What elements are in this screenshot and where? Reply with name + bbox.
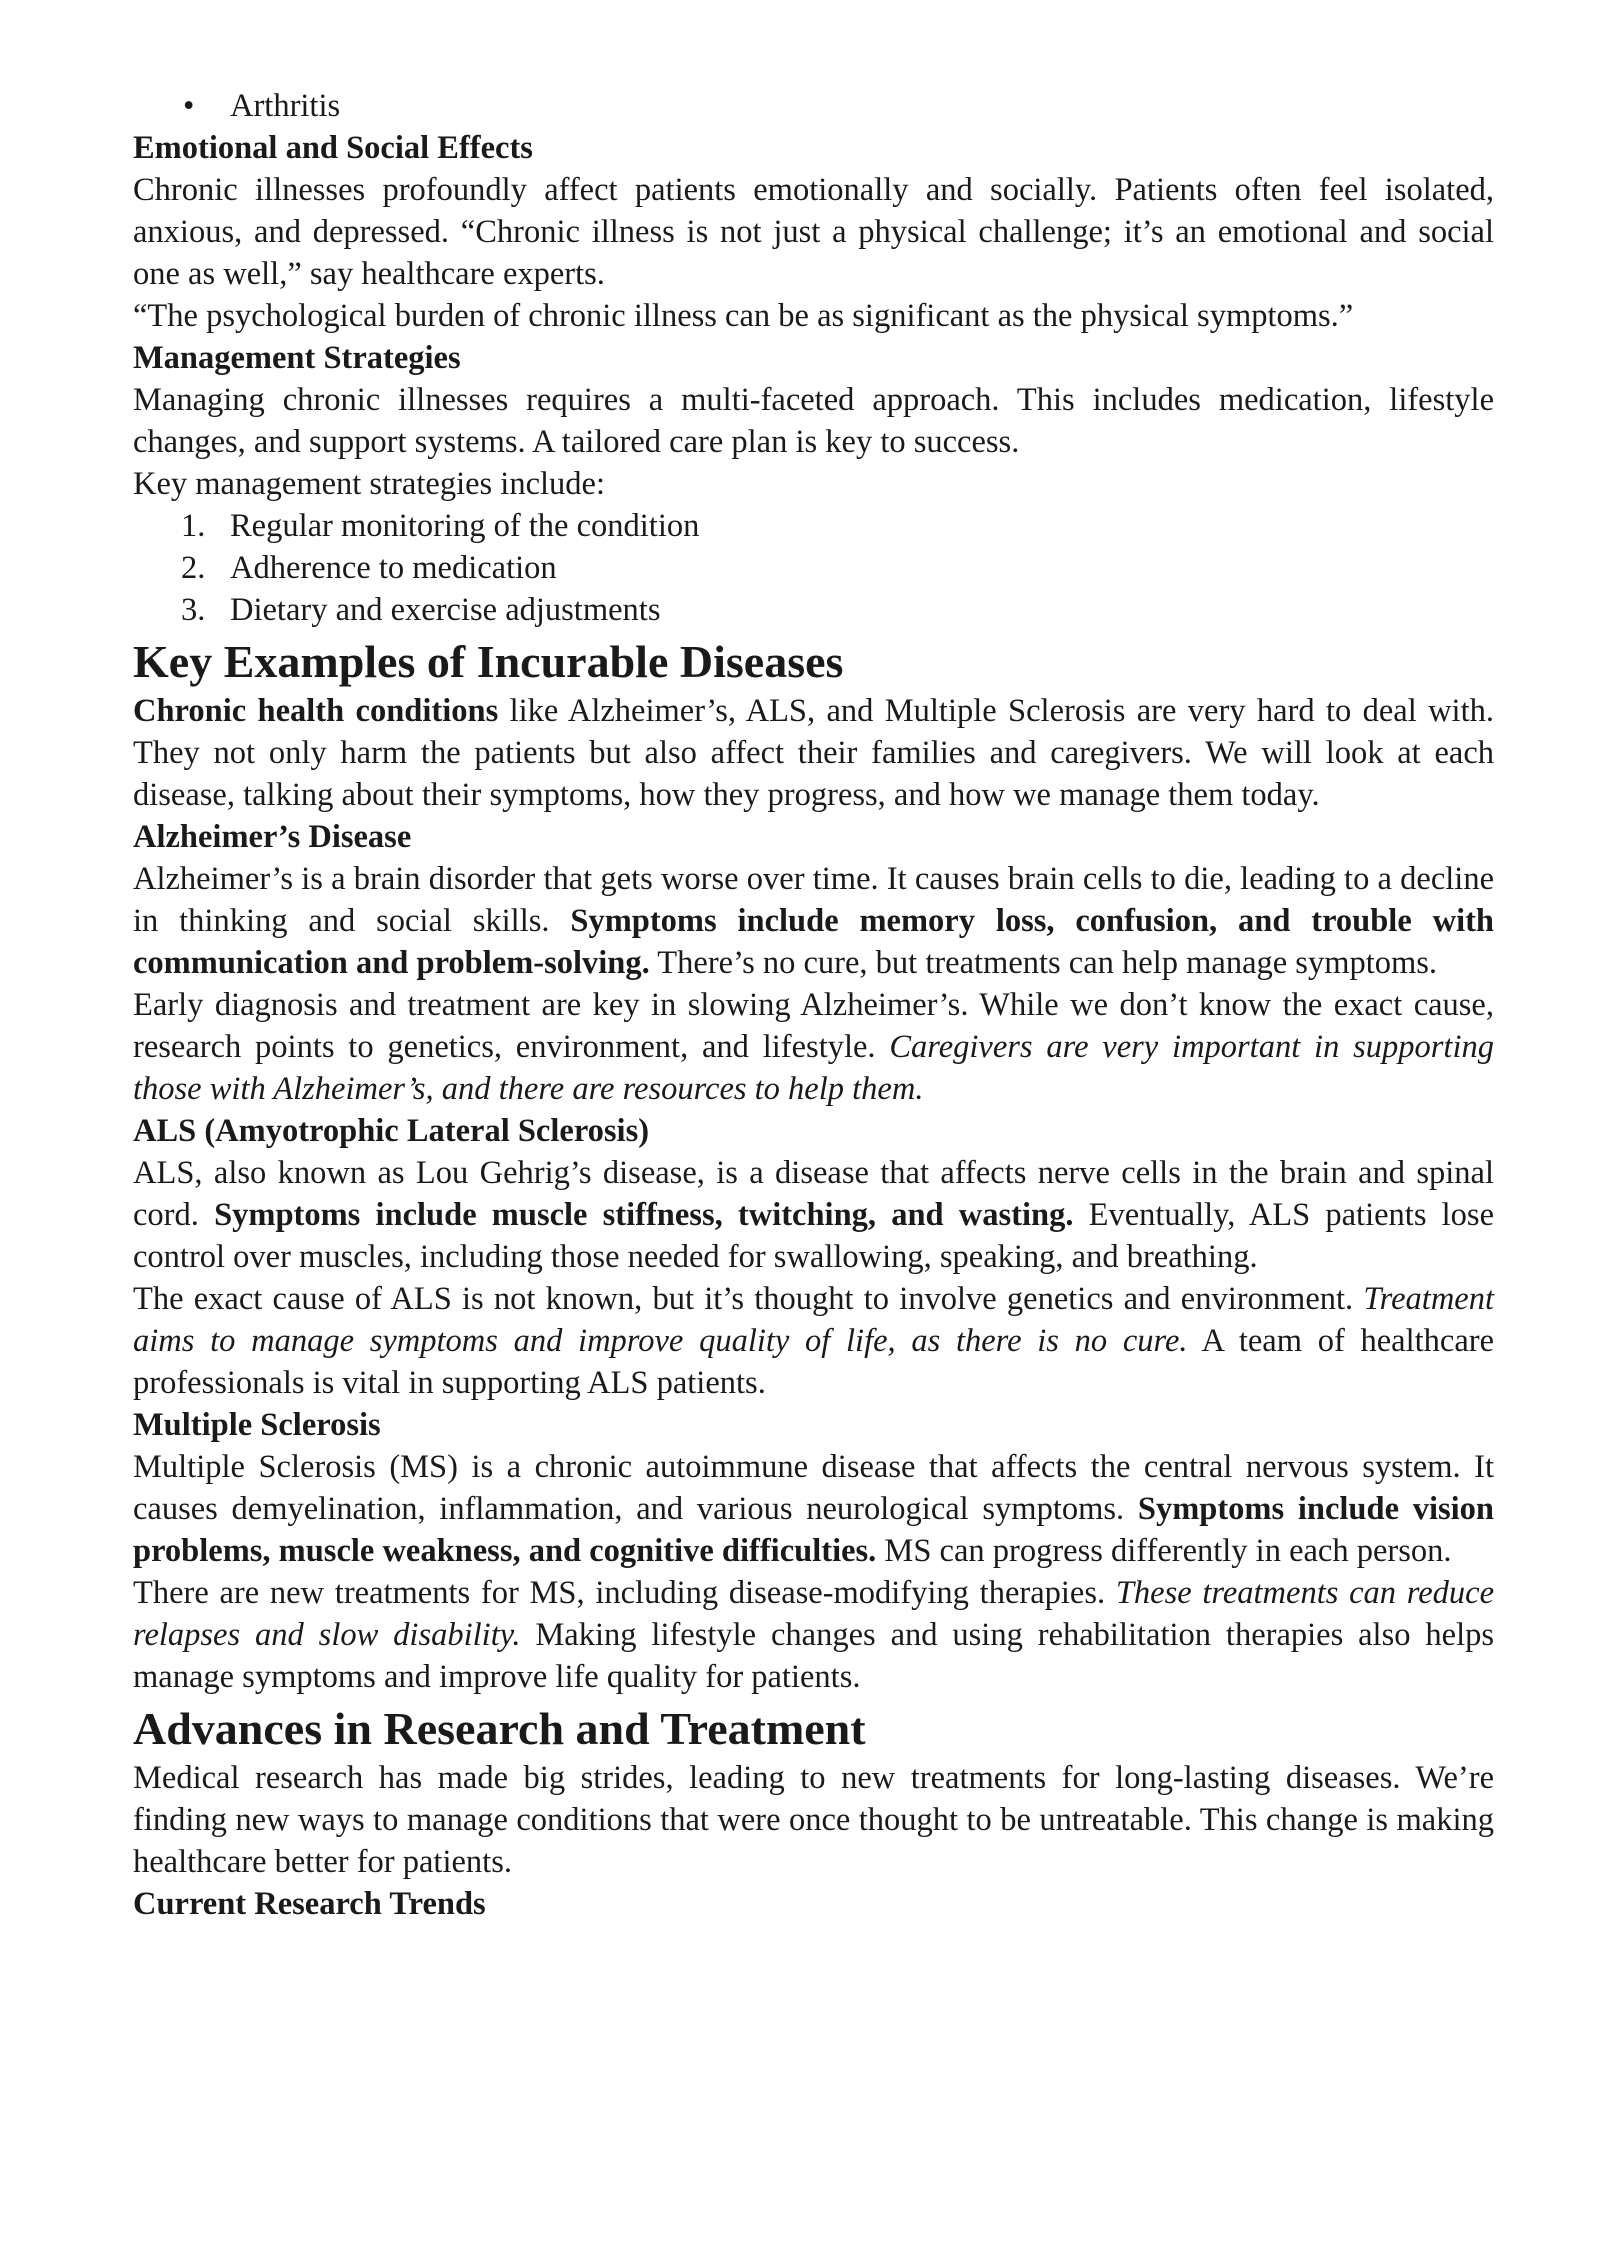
ms-text: Making lifestyle changes and using rehabilitation therapies also helps manage symptoms and improve life quality for patients. <box>133 1617 1494 1695</box>
als-heading: ALS (Amyotrophic Lateral Sclerosis) <box>133 1113 650 1149</box>
list-text: Adherence to medication <box>230 550 557 586</box>
management-intro: Key management strategies include: <box>133 466 605 502</box>
key-examples-bold: Chronic health conditions <box>133 693 499 729</box>
ms-heading: Multiple Sclerosis <box>133 1407 381 1443</box>
ms-treatments: These treatments can reduce relapses and slow disability. <box>133 1575 1494 1653</box>
key-examples-heading: Key Examples of Incurable Diseases <box>133 636 844 687</box>
ms-text: Multiple Sclerosis (MS) is a chronic autoimmune disease that affects the central nervous system. It causes demyelination, inflammation, and various neurological symptoms. <box>133 1449 1494 1527</box>
list-number: 2. <box>181 550 206 586</box>
advances-paragraph: Medical research has made big strides, leading to new treatments for long-lasting diseases. We’re finding new ways to manage conditions that were once thought to be untreatable. This change is making healthcare better for patients. <box>133 1760 1494 1880</box>
management-list <box>133 505 1494 631</box>
bullet-item: • Arthritis <box>133 85 1494 127</box>
management-paragraph: Managing chronic illnesses requires a multi-faceted approach. This includes medication, lifestyle changes, and support systems. A tailored care plan is key to success. <box>133 382 1494 460</box>
als-text: ALS, also known as Lou Gehrig’s disease, is a disease that affects nerve cells in the brain and spinal cord. <box>133 1155 1494 1233</box>
alzheimers-paragraph-2 <box>133 984 1494 1110</box>
list-number: 1. <box>181 508 206 544</box>
key-examples-paragraph <box>133 690 1494 816</box>
als-treatment: Treatment aims to manage symptoms and improve quality of life, as there is no cure. <box>133 1281 1494 1359</box>
list-text: Regular monitoring of the condition <box>230 508 700 544</box>
als-symptoms: Symptoms include muscle stiffness, twitching, and wasting. <box>214 1197 1074 1233</box>
bullet-list <box>133 85 1494 127</box>
emotional-paragraph-1: Chronic illnesses profoundly affect patients emotionally and socially. Patients often feel isolated, anxious, and depressed. “Chronic illness is not just a physical challenge; it’s an emotional and social one as well,” say healthcare experts. <box>133 172 1494 292</box>
management-list-item <box>133 589 1494 631</box>
ms-symptoms: Symptoms include vision problems, muscle weakness, and cognitive difficulties. <box>133 1491 1494 1569</box>
alzheimers-text: There’s no cure, but treatments can help manage symptoms. <box>649 945 1438 981</box>
als-paragraph-1 <box>133 1152 1494 1278</box>
als-paragraph-2 <box>133 1278 1494 1404</box>
alzheimers-symptoms: Symptoms include memory loss, confusion, and trouble with communication and problem-solving. <box>133 903 1495 981</box>
alzheimers-paragraph-1 <box>133 858 1494 984</box>
list-text: Dietary and exercise adjustments <box>230 592 661 628</box>
alzheimers-caregivers: Caregivers are very important in supporting those with Alzheimer’s, and there are resources to help them. <box>133 1029 1494 1107</box>
management-list-item <box>133 547 1494 589</box>
alzheimers-text: Alzheimer’s is a brain disorder that gets worse over time. It causes brain cells to die, leading to a decline in thinking and social skills. <box>133 861 1494 939</box>
advances-heading: Advances in Research and Treatment <box>133 1703 866 1754</box>
als-text: The exact cause of ALS is not known, but it’s thought to involve genetics and environment. <box>133 1281 1364 1317</box>
ms-text: There are new treatments for MS, including disease-modifying therapies. <box>133 1575 1116 1611</box>
ms-paragraph-2 <box>133 1572 1494 1698</box>
alzheimers-heading: Alzheimer’s Disease <box>133 819 412 855</box>
ms-text: MS can progress differently in each person. <box>876 1533 1452 1569</box>
alzheimers-text: Early diagnosis and treatment are key in slowing Alzheimer’s. While we don’t know the exact cause, research points to genetics, environment, and lifestyle. <box>133 987 1494 1065</box>
management-heading: Management Strategies <box>133 340 461 376</box>
als-text: A team of healthcare professionals is vital in supporting ALS patients. <box>133 1323 1494 1401</box>
management-list-item <box>133 505 1494 547</box>
als-text: Eventually, ALS patients lose control over muscles, including those needed for swallowing, speaking, and breathing. <box>133 1197 1495 1275</box>
key-examples-text: like Alzheimer’s, ALS, and Multiple Sclerosis are very hard to deal with. They not only harm the patients but also affect their families and caregivers. We will look at each disease, talking about their symptoms, how they progress, and how we manage them today. <box>133 693 1494 813</box>
emotional-heading: Emotional and Social Effects <box>133 130 533 166</box>
research-trends-heading: Current Research Trends <box>133 1886 486 1922</box>
ms-paragraph-1 <box>133 1446 1494 1572</box>
list-number: 3. <box>181 592 206 628</box>
emotional-quote: “The psychological burden of chronic illness can be as significant as the physical symptoms.” <box>133 298 1354 334</box>
